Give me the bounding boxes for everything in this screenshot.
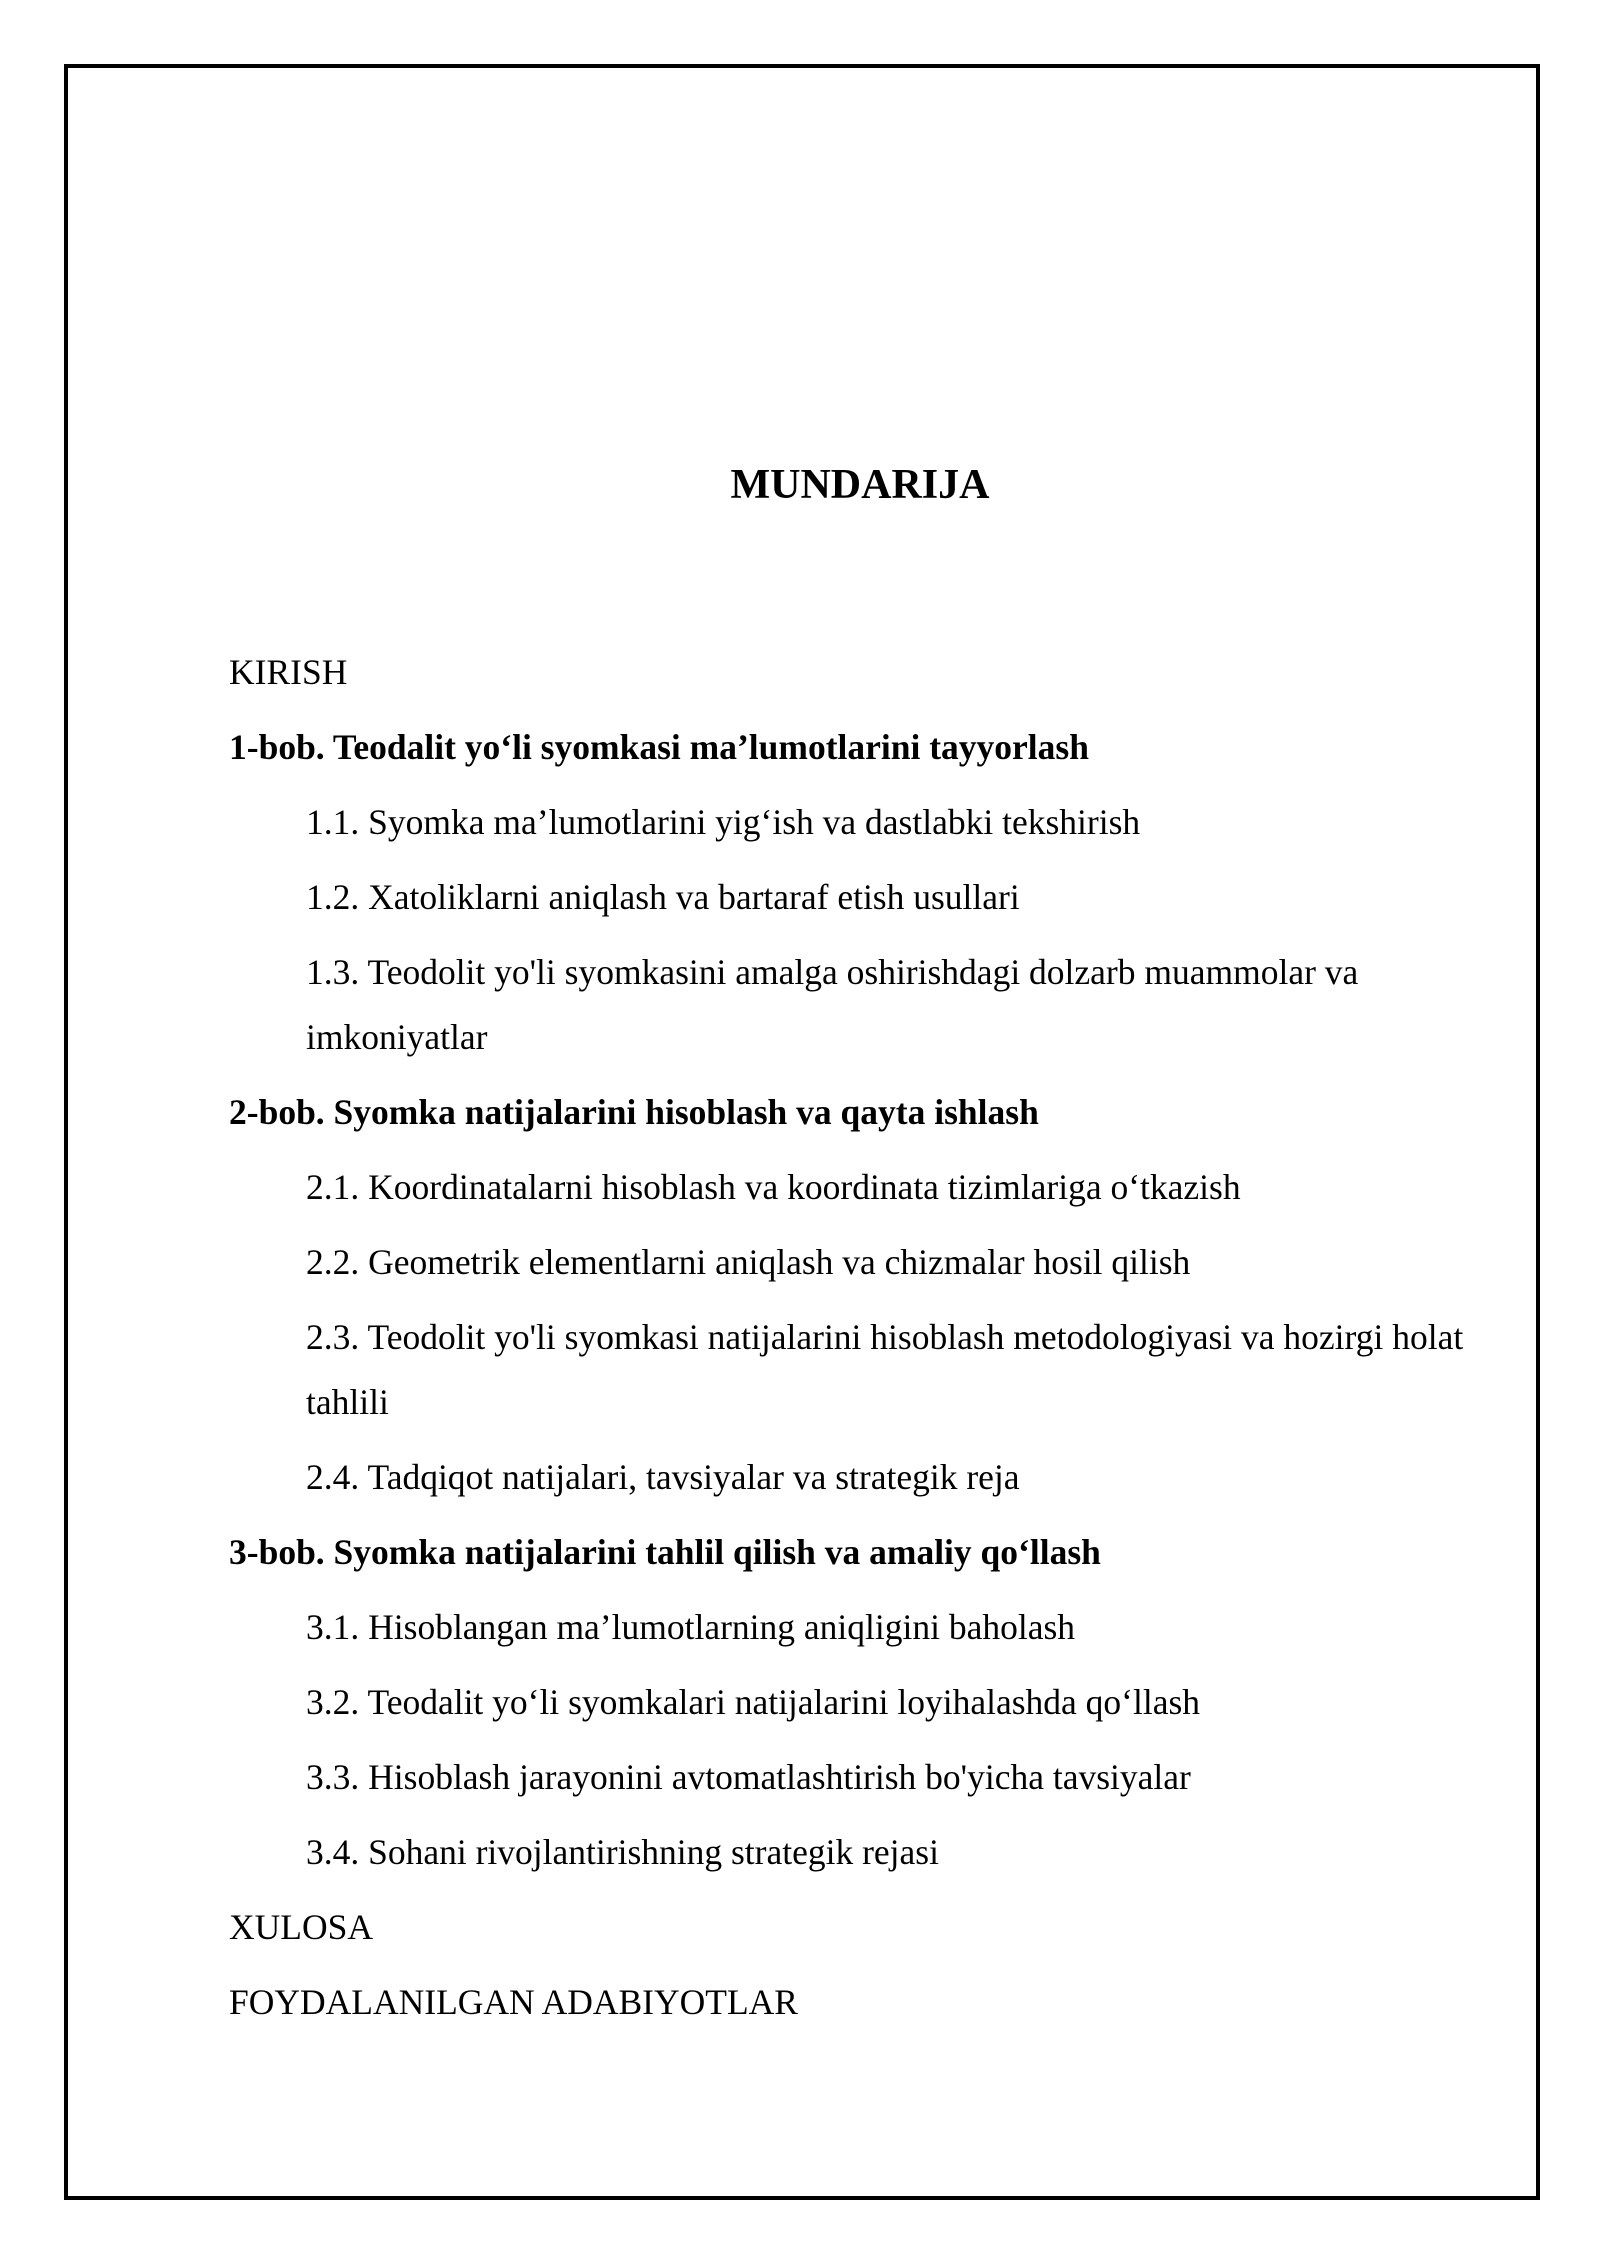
toc-item-2-3: 2.3. Teodolit yo'li syomkasi natijalarini hisoblash metodologiyasi va hozirgi holat tahlili (306, 1317, 1464, 1422)
toc-item-3-1: 3.1. Hisoblangan ma’lumotlarning aniqligini baholash (306, 1607, 1076, 1647)
toc-chapter-3: 3-bob. Syomka natijalarini tahlil qilish va amaliy qo‘llash (229, 1532, 1101, 1572)
toc-item-3-4: 3.4. Sohani rivojlantirishning strategik rejasi (306, 1832, 939, 1872)
toc-item-3-2: 3.2. Teodalit yo‘li syomkalari natijalarini loyihalashda qo‘llash (306, 1682, 1201, 1722)
toc-chapter-2: 2-bob. Syomka natijalarini hisoblash va qayta ishlash (229, 1092, 1039, 1132)
toc-conclusion: XULOSA (229, 1907, 373, 1947)
toc-item-2-1: 2.1. Koordinatalarni hisoblash va koordinata tizimlariga o‘tkazish (306, 1167, 1241, 1207)
toc-intro: KIRISH (229, 652, 348, 692)
toc-references: FOYDALANILGAN ADABIYOTLAR (229, 1982, 798, 2022)
toc-item-2-2: 2.2. Geometrik elementlarni aniqlash va chizmalar hosil qilish (306, 1242, 1191, 1282)
toc-item-1-1: 1.1. Syomka ma’lumotlarini yig‘ish va dastlabki tekshirish (306, 802, 1141, 842)
toc-item-2-4: 2.4. Tadqiqot natijalari, tavsiyalar va strategik reja (306, 1457, 1020, 1497)
toc-item-1-2: 1.2. Xatoliklarni aniqlash va bartaraf etish usullari (306, 877, 1020, 917)
toc-item-1-3: 1.3. Teodolit yo'li syomkasini amalga oshirishdagi dolzarb muammolar va imkoniyatlar (306, 952, 1359, 1057)
page-title: MUNDARIJA (730, 462, 990, 508)
table-of-contents (229, 640, 1479, 2045)
toc-item-3-3: 3.3. Hisoblash jarayonini avtomatlashtirish bo'yicha tavsiyalar (306, 1757, 1191, 1797)
toc-chapter-1: 1-bob. Teodalit yo‘li syomkasi ma’lumotlarini tayyorlash (229, 727, 1089, 767)
